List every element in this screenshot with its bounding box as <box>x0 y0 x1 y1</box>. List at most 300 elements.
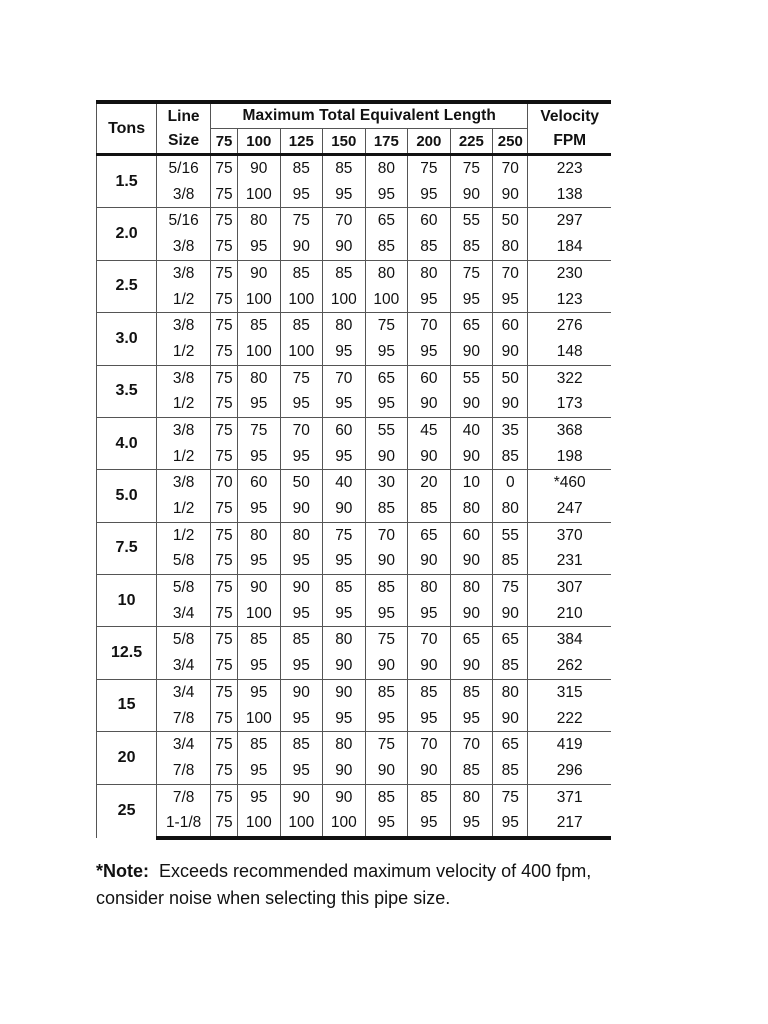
length-value-cell: 75 <box>211 575 238 601</box>
table-row <box>97 286 612 312</box>
header-row-top <box>97 102 612 129</box>
length-value-cell: 60 <box>450 522 493 548</box>
length-value-cell: 95 <box>280 705 323 731</box>
length-value-cell: 100 <box>280 286 323 312</box>
length-value-cell: 95 <box>450 810 493 838</box>
length-value-cell: 40 <box>450 417 493 443</box>
length-value-cell: 95 <box>323 391 366 417</box>
length-value-cell: 90 <box>323 784 366 810</box>
length-value-cell: 95 <box>280 548 323 574</box>
table-row <box>97 758 612 784</box>
length-value-cell: 95 <box>238 548 281 574</box>
length-value-cell: 75 <box>211 417 238 443</box>
length-value-cell: 80 <box>238 208 281 234</box>
length-value-cell: 90 <box>365 653 408 679</box>
line-size-cell: 1/2 <box>157 496 211 522</box>
velocity-cell: 368 <box>528 417 611 443</box>
tons-cell: 4.0 <box>97 417 157 469</box>
length-value-cell: 70 <box>408 627 451 653</box>
length-value-cell: 95 <box>323 601 366 627</box>
velocity-cell: 198 <box>528 444 611 470</box>
length-value-cell: 90 <box>408 444 451 470</box>
length-value-cell: 70 <box>408 732 451 758</box>
velocity-cell: 322 <box>528 365 611 391</box>
length-value-cell: 50 <box>493 208 528 234</box>
length-value-cell: 70 <box>323 365 366 391</box>
velocity-header-bottom: FPM <box>528 129 611 155</box>
line-size-cell: 3/8 <box>157 470 211 496</box>
line-size-cell: 3/4 <box>157 679 211 705</box>
tons-cell: 12.5 <box>97 627 157 679</box>
velocity-cell: 276 <box>528 313 611 339</box>
length-value-cell: 95 <box>323 705 366 731</box>
length-value-cell: 75 <box>238 417 281 443</box>
line-size-cell: 7/8 <box>157 705 211 731</box>
length-value-cell: 80 <box>450 496 493 522</box>
length-value-cell: 70 <box>493 260 528 286</box>
table-row <box>97 548 612 574</box>
length-value-cell: 75 <box>211 391 238 417</box>
length-value-cell: 55 <box>450 365 493 391</box>
tons-cell: 3.5 <box>97 365 157 417</box>
length-value-cell: 75 <box>211 365 238 391</box>
pipe-sizing-sheet <box>96 100 611 840</box>
velocity-cell: 296 <box>528 758 611 784</box>
length-value-cell: 85 <box>365 679 408 705</box>
length-value-cell: 85 <box>493 548 528 574</box>
length-value-cell: 95 <box>238 784 281 810</box>
length-value-cell: 100 <box>365 286 408 312</box>
table-header <box>97 102 612 155</box>
length-value-cell: 80 <box>238 522 281 548</box>
length-value-cell: 95 <box>238 391 281 417</box>
table-row <box>97 732 612 758</box>
line-size-cell: 1/2 <box>157 339 211 365</box>
length-value-cell: 90 <box>280 496 323 522</box>
length-value-cell: 95 <box>238 758 281 784</box>
max-length-header: Maximum Total Equivalent Length <box>211 102 528 129</box>
length-value-cell: 85 <box>280 155 323 182</box>
length-value-cell: 85 <box>493 653 528 679</box>
length-value-cell: 85 <box>323 155 366 182</box>
tons-cell: 7.5 <box>97 522 157 574</box>
length-value-cell: 80 <box>365 155 408 182</box>
length-value-cell: 85 <box>238 627 281 653</box>
length-value-cell: 75 <box>280 365 323 391</box>
velocity-cell: *460 <box>528 470 611 496</box>
length-value-cell: 40 <box>323 470 366 496</box>
length-value-cell: 95 <box>408 705 451 731</box>
length-value-cell: 95 <box>408 339 451 365</box>
table-row <box>97 601 612 627</box>
table-row <box>97 470 612 496</box>
length-value-cell: 100 <box>238 601 281 627</box>
velocity-cell: 371 <box>528 784 611 810</box>
velocity-cell: 315 <box>528 679 611 705</box>
footnote-text-1: Exceeds recommended maximum velocity of 400 fpm, <box>159 861 592 881</box>
length-value-cell: 10 <box>450 470 493 496</box>
length-value-cell: 80 <box>323 627 366 653</box>
table-row <box>97 417 612 443</box>
velocity-cell: 173 <box>528 391 611 417</box>
length-value-cell: 95 <box>365 810 408 838</box>
length-value-cell: 80 <box>323 313 366 339</box>
length-value-cell: 95 <box>408 182 451 208</box>
length-value-cell: 95 <box>323 444 366 470</box>
length-value-cell: 95 <box>280 391 323 417</box>
length-value-cell: 60 <box>238 470 281 496</box>
length-value-cell: 85 <box>280 732 323 758</box>
length-value-cell: 95 <box>450 286 493 312</box>
length-value-cell: 95 <box>323 339 366 365</box>
length-value-cell: 75 <box>211 548 238 574</box>
length-value-cell: 75 <box>211 260 238 286</box>
length-value-cell: 75 <box>450 155 493 182</box>
line-size-cell: 1/2 <box>157 391 211 417</box>
length-value-cell: 75 <box>493 784 528 810</box>
line-size-cell: 5/8 <box>157 627 211 653</box>
length-value-cell: 85 <box>408 234 451 260</box>
line-size-cell: 3/8 <box>157 182 211 208</box>
length-value-cell: 75 <box>211 208 238 234</box>
velocity-cell: 184 <box>528 234 611 260</box>
table-row <box>97 260 612 286</box>
length-value-cell: 70 <box>365 522 408 548</box>
table-row <box>97 679 612 705</box>
length-value-cell: 95 <box>280 182 323 208</box>
length-value-cell: 90 <box>280 679 323 705</box>
length-value-cell: 60 <box>323 417 366 443</box>
length-value-cell: 80 <box>493 679 528 705</box>
length-value-cell: 75 <box>365 313 408 339</box>
length-value-cell: 85 <box>365 234 408 260</box>
length-value-cell: 85 <box>493 444 528 470</box>
length-value-cell: 70 <box>323 208 366 234</box>
length-value-cell: 90 <box>323 234 366 260</box>
line-size-cell: 3/8 <box>157 365 211 391</box>
length-value-cell: 65 <box>450 627 493 653</box>
table-row <box>97 234 612 260</box>
length-value-cell: 100 <box>238 339 281 365</box>
length-value-cell: 90 <box>408 391 451 417</box>
length-value-cell: 65 <box>493 627 528 653</box>
length-value-cell: 80 <box>408 575 451 601</box>
length-value-cell: 90 <box>323 679 366 705</box>
length-value-cell: 70 <box>280 417 323 443</box>
length-value-cell: 85 <box>365 575 408 601</box>
length-value-cell: 55 <box>365 417 408 443</box>
length-value-cell: 75 <box>211 601 238 627</box>
length-value-cell: 30 <box>365 470 408 496</box>
footnote-line-1 <box>96 858 656 885</box>
length-value-cell: 85 <box>493 758 528 784</box>
length-value-cell: 95 <box>323 548 366 574</box>
tons-header: Tons <box>97 102 157 155</box>
length-value-cell: 95 <box>365 339 408 365</box>
line-size-cell: 1/2 <box>157 286 211 312</box>
velocity-cell: 222 <box>528 705 611 731</box>
length-value-cell: 75 <box>211 313 238 339</box>
length-value-cell: 75 <box>211 234 238 260</box>
line-size-cell: 5/16 <box>157 155 211 182</box>
line-size-cell: 5/8 <box>157 575 211 601</box>
line-size-cell: 3/8 <box>157 260 211 286</box>
length-value-cell: 55 <box>493 522 528 548</box>
length-value-cell: 90 <box>365 444 408 470</box>
table-body <box>97 155 612 838</box>
length-value-cell: 65 <box>450 313 493 339</box>
length-value-cell: 95 <box>323 182 366 208</box>
length-value-cell: 75 <box>450 260 493 286</box>
table-row <box>97 313 612 339</box>
table-row <box>97 444 612 470</box>
tons-cell: 5.0 <box>97 470 157 522</box>
velocity-cell: 297 <box>528 208 611 234</box>
line-size-cell: 3/4 <box>157 732 211 758</box>
length-value-cell: 90 <box>450 391 493 417</box>
velocity-cell: 210 <box>528 601 611 627</box>
length-col-header: 100 <box>238 129 281 155</box>
tons-cell: 2.0 <box>97 208 157 260</box>
length-value-cell: 90 <box>450 182 493 208</box>
length-value-cell: 90 <box>323 758 366 784</box>
length-value-cell: 95 <box>408 810 451 838</box>
length-value-cell: 95 <box>408 286 451 312</box>
line-size-cell: 3/4 <box>157 653 211 679</box>
length-col-header: 200 <box>408 129 451 155</box>
length-value-cell: 55 <box>450 208 493 234</box>
velocity-cell: 230 <box>528 260 611 286</box>
length-value-cell: 90 <box>280 784 323 810</box>
length-value-cell: 80 <box>493 496 528 522</box>
length-col-header: 175 <box>365 129 408 155</box>
length-col-header: 150 <box>323 129 366 155</box>
table-row <box>97 365 612 391</box>
length-value-cell: 90 <box>493 339 528 365</box>
length-value-cell: 80 <box>450 575 493 601</box>
length-value-cell: 90 <box>493 391 528 417</box>
length-value-cell: 85 <box>365 496 408 522</box>
table-row <box>97 705 612 731</box>
length-value-cell: 90 <box>280 234 323 260</box>
length-value-cell: 95 <box>365 601 408 627</box>
tons-cell: 25 <box>97 784 157 838</box>
length-value-cell: 100 <box>280 339 323 365</box>
footnote <box>96 858 656 912</box>
length-value-cell: 90 <box>408 758 451 784</box>
length-col-header: 125 <box>280 129 323 155</box>
length-value-cell: 95 <box>493 286 528 312</box>
length-value-cell: 75 <box>211 732 238 758</box>
length-value-cell: 90 <box>280 575 323 601</box>
length-value-cell: 45 <box>408 417 451 443</box>
length-value-cell: 95 <box>280 444 323 470</box>
line-size-cell: 3/8 <box>157 313 211 339</box>
velocity-cell: 123 <box>528 286 611 312</box>
length-value-cell: 95 <box>238 679 281 705</box>
velocity-cell: 138 <box>528 182 611 208</box>
length-value-cell: 75 <box>365 732 408 758</box>
length-value-cell: 50 <box>493 365 528 391</box>
length-value-cell: 90 <box>323 496 366 522</box>
length-value-cell: 85 <box>323 575 366 601</box>
length-value-cell: 95 <box>238 653 281 679</box>
length-value-cell: 60 <box>408 365 451 391</box>
velocity-cell: 223 <box>528 155 611 182</box>
velocity-cell: 231 <box>528 548 611 574</box>
table-row <box>97 575 612 601</box>
line-size-cell: 7/8 <box>157 784 211 810</box>
footnote-line-2: consider noise when selecting this pipe size. <box>96 888 451 908</box>
length-value-cell: 70 <box>450 732 493 758</box>
length-value-cell: 85 <box>408 784 451 810</box>
length-value-cell: 70 <box>493 155 528 182</box>
tons-cell: 3.0 <box>97 313 157 365</box>
length-value-cell: 85 <box>365 784 408 810</box>
length-value-cell: 100 <box>323 810 366 838</box>
velocity-header-top: Velocity <box>528 102 611 129</box>
length-value-cell: 100 <box>238 810 281 838</box>
length-value-cell: 100 <box>280 810 323 838</box>
velocity-cell: 247 <box>528 496 611 522</box>
length-value-cell: 0 <box>493 470 528 496</box>
length-value-cell: 65 <box>408 522 451 548</box>
length-value-cell: 60 <box>493 313 528 339</box>
length-value-cell: 75 <box>211 522 238 548</box>
table-row <box>97 810 612 838</box>
length-value-cell: 85 <box>450 758 493 784</box>
length-value-cell: 85 <box>408 496 451 522</box>
length-value-cell: 90 <box>493 182 528 208</box>
length-value-cell: 80 <box>493 234 528 260</box>
pipe-sizing-table <box>96 100 611 840</box>
tons-cell: 2.5 <box>97 260 157 312</box>
length-value-cell: 95 <box>280 601 323 627</box>
line-size-cell: 3/4 <box>157 601 211 627</box>
table-row <box>97 339 612 365</box>
length-value-cell: 75 <box>211 758 238 784</box>
length-value-cell: 90 <box>365 548 408 574</box>
length-value-cell: 75 <box>408 155 451 182</box>
length-value-cell: 85 <box>450 234 493 260</box>
length-value-cell: 85 <box>323 260 366 286</box>
length-value-cell: 20 <box>408 470 451 496</box>
length-value-cell: 85 <box>238 732 281 758</box>
table-row <box>97 496 612 522</box>
table-row <box>97 784 612 810</box>
length-value-cell: 75 <box>323 522 366 548</box>
velocity-cell: 370 <box>528 522 611 548</box>
length-value-cell: 90 <box>323 653 366 679</box>
length-value-cell: 80 <box>365 260 408 286</box>
length-value-cell: 95 <box>365 705 408 731</box>
length-value-cell: 75 <box>211 155 238 182</box>
header-row-bottom <box>97 129 612 155</box>
length-value-cell: 90 <box>450 653 493 679</box>
velocity-cell: 384 <box>528 627 611 653</box>
line-size-cell: 1/2 <box>157 444 211 470</box>
tons-cell: 10 <box>97 575 157 627</box>
length-value-cell: 35 <box>493 417 528 443</box>
line-size-cell: 5/16 <box>157 208 211 234</box>
length-value-cell: 90 <box>450 339 493 365</box>
length-value-cell: 85 <box>450 679 493 705</box>
length-value-cell: 90 <box>493 705 528 731</box>
line-size-header-top: Line <box>157 102 211 129</box>
table-row <box>97 653 612 679</box>
length-value-cell: 75 <box>211 286 238 312</box>
length-value-cell: 80 <box>238 365 281 391</box>
length-col-header: 250 <box>493 129 528 155</box>
length-col-header: 75 <box>211 129 238 155</box>
length-value-cell: 90 <box>238 260 281 286</box>
length-value-cell: 90 <box>365 758 408 784</box>
length-value-cell: 85 <box>280 260 323 286</box>
length-value-cell: 80 <box>323 732 366 758</box>
length-value-cell: 95 <box>365 391 408 417</box>
length-value-cell: 85 <box>408 679 451 705</box>
length-value-cell: 95 <box>280 653 323 679</box>
line-size-cell: 1-1/8 <box>157 810 211 838</box>
length-value-cell: 80 <box>280 522 323 548</box>
length-col-header: 225 <box>450 129 493 155</box>
length-value-cell: 75 <box>211 705 238 731</box>
length-value-cell: 75 <box>211 627 238 653</box>
velocity-cell: 217 <box>528 810 611 838</box>
length-value-cell: 90 <box>238 155 281 182</box>
length-value-cell: 90 <box>408 548 451 574</box>
length-value-cell: 60 <box>408 208 451 234</box>
table-row <box>97 208 612 234</box>
length-value-cell: 90 <box>450 601 493 627</box>
length-value-cell: 90 <box>408 653 451 679</box>
length-value-cell: 75 <box>211 339 238 365</box>
line-size-cell: 3/8 <box>157 234 211 260</box>
length-value-cell: 100 <box>323 286 366 312</box>
length-value-cell: 95 <box>408 601 451 627</box>
length-value-cell: 75 <box>211 182 238 208</box>
length-value-cell: 100 <box>238 705 281 731</box>
tons-cell: 20 <box>97 732 157 784</box>
length-value-cell: 70 <box>211 470 238 496</box>
velocity-cell: 262 <box>528 653 611 679</box>
line-size-cell: 1/2 <box>157 522 211 548</box>
length-value-cell: 100 <box>238 182 281 208</box>
length-value-cell: 95 <box>238 496 281 522</box>
length-value-cell: 50 <box>280 470 323 496</box>
length-value-cell: 75 <box>211 679 238 705</box>
length-value-cell: 90 <box>238 575 281 601</box>
length-value-cell: 85 <box>280 627 323 653</box>
length-value-cell: 85 <box>238 313 281 339</box>
length-value-cell: 70 <box>408 313 451 339</box>
line-size-header-bottom: Size <box>157 129 211 155</box>
table-row <box>97 182 612 208</box>
length-value-cell: 75 <box>211 810 238 838</box>
length-value-cell: 100 <box>238 286 281 312</box>
velocity-cell: 307 <box>528 575 611 601</box>
length-value-cell: 95 <box>238 444 281 470</box>
length-value-cell: 75 <box>211 496 238 522</box>
table-row <box>97 391 612 417</box>
length-value-cell: 90 <box>450 444 493 470</box>
length-value-cell: 85 <box>280 313 323 339</box>
table-row <box>97 627 612 653</box>
length-value-cell: 95 <box>493 810 528 838</box>
length-value-cell: 75 <box>493 575 528 601</box>
length-value-cell: 95 <box>238 234 281 260</box>
length-value-cell: 65 <box>493 732 528 758</box>
